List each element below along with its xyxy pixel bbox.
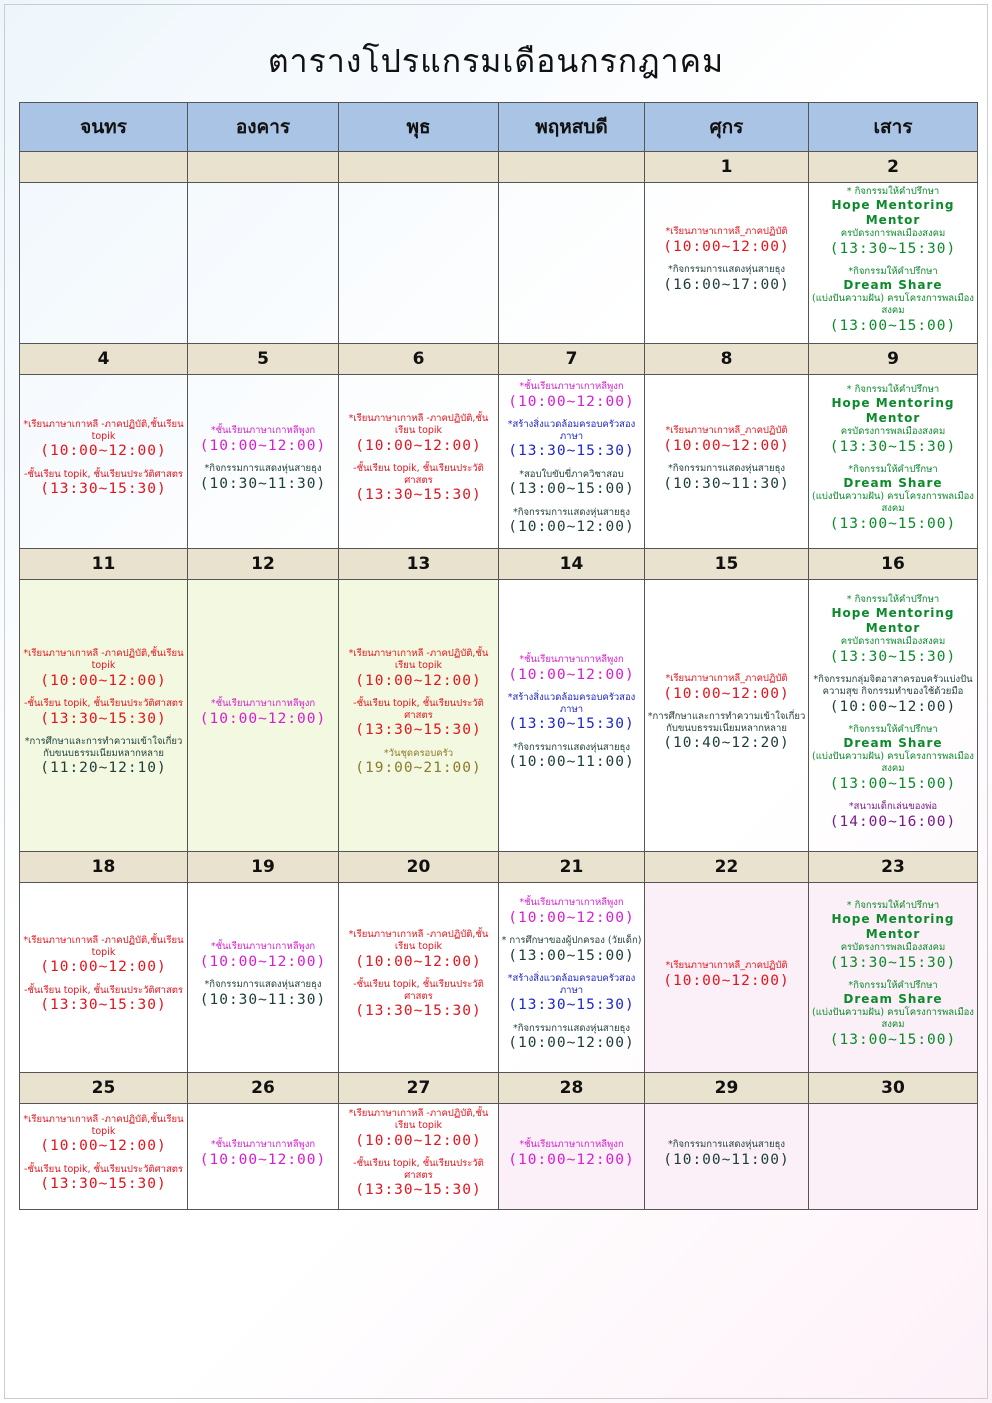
event-time: (10:00~11:00) — [663, 1151, 790, 1168]
event-title: * กิจกรรมให้คำปรึกษา — [846, 594, 940, 606]
date-number: 13 — [339, 548, 499, 579]
day-cell — [645, 882, 809, 1072]
weekday-header: พุธ — [339, 103, 499, 152]
date-number: 12 — [188, 548, 339, 579]
event-time: (10:00~12:00) — [508, 1035, 635, 1052]
date-number: 18 — [20, 851, 188, 882]
event-title: *กิจกรรมการแสดงหุ่นสายธุง — [667, 1138, 786, 1150]
day-cell — [499, 374, 645, 548]
event-title: -ชั้นเรียน topik, ชั้นเรียนประวัติศาสตร — [23, 468, 184, 480]
event-time: (10:40~12:20) — [663, 735, 790, 752]
date-number: 26 — [188, 1072, 339, 1103]
day-cell — [499, 1103, 645, 1209]
event-program-name: Dream Share — [843, 736, 943, 750]
event-time: (10:00~12:00) — [40, 959, 167, 976]
event-item — [499, 692, 644, 734]
event-item — [20, 1114, 187, 1156]
event-item — [499, 381, 644, 411]
day-cell — [188, 374, 339, 548]
event-time: (13:30~15:30) — [508, 997, 635, 1014]
day-cell — [20, 1103, 188, 1209]
events-row — [20, 882, 978, 1072]
date-number: 7 — [499, 343, 645, 374]
day-cell — [20, 183, 188, 344]
event-item — [339, 1158, 498, 1200]
event-title: -ชั้นเรียน topik, ชั้นเรียนประวัติศาสตร — [353, 697, 484, 721]
event-title: *กิจกรรมการแสดงหุ่นสายธุง — [204, 462, 322, 474]
date-number — [339, 152, 499, 183]
event-subtitle: (แบ่งปันความฝัน) ครบโครงการพลเมืองสงคม — [812, 292, 974, 316]
event-subtitle: (แบ่งปันความฝัน) ครบโครงการพลเมืองสงคม — [812, 491, 974, 514]
event-time: (13:30~15:30) — [40, 710, 167, 727]
event-title: *กิจกรรมให้คำปรึกษา — [848, 265, 938, 277]
event-item — [339, 413, 498, 455]
event-time: (13:30~15:30) — [829, 955, 957, 972]
day-cell — [809, 1103, 978, 1209]
date-row — [20, 343, 978, 374]
event-time: (16:00~17:00) — [663, 277, 790, 294]
day-cell — [499, 882, 645, 1072]
event-title: *ชั้นเรียนภาษาเกาหลีพูงก — [519, 653, 624, 665]
event-time: (10:00~12:00) — [508, 666, 635, 683]
event-time: (10:30~11:30) — [199, 475, 327, 492]
event-title: *ชั้นเรียนภาษาเกาหลีพูงก — [519, 380, 624, 392]
event-subtitle: ครบัดรงการพลเมืองสงคม — [840, 636, 946, 648]
events-row — [20, 183, 978, 344]
event-title: -ชั้นเรียน topik, ชั้นเรียนประวัติศาสตร — [353, 1157, 484, 1181]
event-title: *สนามเด็กเล่นของพ่อ — [848, 800, 938, 812]
event-item — [809, 900, 977, 972]
event-item — [20, 1164, 187, 1194]
event-time: (10:30~11:30) — [663, 475, 790, 492]
event-time: (10:00~12:00) — [199, 953, 327, 970]
event-title: *ชั้นเรียนภาษาเกาหลีพูงก — [210, 940, 316, 952]
event-item — [499, 973, 644, 1015]
event-item — [809, 801, 977, 831]
event-item — [188, 698, 338, 728]
event-title: *สร้างสิ่งแวดล้อมครอบครัวสองภาษา — [507, 691, 636, 715]
event-time: (10:00~11:00) — [508, 754, 635, 771]
day-cell — [188, 882, 339, 1072]
event-time: (13:00~15:00) — [508, 947, 635, 964]
date-number: 2 — [809, 152, 978, 183]
date-number: 9 — [809, 343, 978, 374]
event-time: (13:00~15:00) — [829, 317, 957, 334]
event-title: *กิจกรรมให้คำปรึกษา — [848, 980, 938, 992]
event-time: (10:00~12:00) — [508, 909, 635, 926]
event-subtitle: (แบ่งปันความฝัน) ครบโครงการพลเมืองสงคม — [812, 1007, 974, 1030]
event-time: (11:20~12:10) — [40, 760, 167, 777]
weekday-header-row — [20, 103, 978, 152]
event-title: -ชั้นเรียน topik, ชั้นเรียนประวัติศาสตร — [353, 978, 484, 1002]
event-item — [499, 507, 644, 537]
event-title: *ชั้นเรียนภาษาเกาหลีพูงก — [519, 896, 624, 908]
event-item — [339, 463, 498, 505]
event-item — [645, 960, 808, 990]
event-time: (13:30~15:30) — [355, 1182, 482, 1199]
event-item — [809, 674, 977, 716]
event-item — [20, 698, 187, 728]
event-item — [339, 648, 498, 690]
event-title: *เรียนภาษาเกาหลี_ภาคปฏิบัติ — [665, 424, 788, 436]
day-cell — [188, 183, 339, 344]
event-title: *เรียนภาษาเกาหลี -ภาคปฏิบัติ,ชั้นเรียน topik — [348, 412, 489, 436]
event-time: (10:00~12:00) — [663, 239, 790, 256]
event-item — [339, 979, 498, 1021]
event-program-name: Hope Mentoring Mentor — [831, 197, 955, 227]
weekday-header: จนทร — [20, 103, 188, 152]
day-cell — [339, 882, 499, 1072]
event-item — [499, 897, 644, 927]
event-item — [339, 698, 498, 740]
event-time: (10:30~11:30) — [199, 991, 327, 1008]
event-title: *วันชุดครอบครัว — [383, 747, 454, 759]
event-title: *กิจกรรมให้คำปรึกษา — [848, 724, 938, 736]
event-item — [20, 985, 187, 1015]
event-time: (10:00~12:00) — [355, 437, 482, 454]
event-title: *เรียนภาษาเกาหลี -ภาคปฏิบัติ,ชั้นเรียน topik — [23, 1113, 184, 1137]
event-time: (10:00~12:00) — [355, 953, 482, 970]
event-item — [645, 463, 808, 493]
event-title: *กิจกรรมการแสดงหุ่นสายธุง — [204, 978, 322, 990]
day-cell — [499, 183, 645, 344]
event-time: (13:00~15:00) — [829, 515, 957, 532]
event-time: (13:30~15:30) — [40, 481, 167, 498]
event-item — [809, 980, 977, 1049]
event-time: (10:00~12:00) — [508, 393, 635, 410]
date-number: 15 — [645, 548, 809, 579]
event-time: (19:00~21:00) — [355, 760, 482, 777]
date-number: 28 — [499, 1072, 645, 1103]
event-title: *กิจกรรมกลุ่มจิตอาสาครอบครัวแบ่งปันความสุข กิจกรรมทำของใช้ด้วยมือ — [813, 674, 973, 698]
event-time: (10:00~12:00) — [663, 972, 790, 989]
event-time: (10:00~12:00) — [199, 437, 327, 454]
event-time: (10:00~12:00) — [199, 1151, 327, 1168]
date-number: 14 — [499, 548, 645, 579]
calendar-table — [19, 102, 978, 1210]
date-number: 8 — [645, 343, 809, 374]
event-title: -ชั้นเรียน topik, ชั้นเรียนประวัติศาสตร — [353, 462, 484, 486]
event-item — [188, 1139, 338, 1169]
event-time: (10:00~12:00) — [355, 672, 482, 689]
event-item — [188, 425, 338, 455]
event-title: *สร้างสิ่งแวดล้อมครอบครัวสองภาษา — [507, 418, 636, 442]
event-item — [20, 648, 187, 690]
page-title: ตารางโปรแกรมเดือนกรกฎาคม — [267, 42, 725, 80]
day-cell — [809, 882, 978, 1072]
event-time: (13:30~15:30) — [355, 487, 482, 504]
day-cell — [809, 579, 978, 851]
date-row — [20, 548, 978, 579]
event-item — [809, 594, 977, 666]
event-item — [20, 469, 187, 499]
event-item — [20, 935, 187, 977]
date-number — [499, 152, 645, 183]
event-time: (10:00~12:00) — [40, 443, 167, 460]
event-title: *เรียนภาษาเกาหลี -ภาคปฏิบัติ,ชั้นเรียน topik — [348, 1107, 489, 1131]
event-item — [809, 464, 977, 533]
date-number — [20, 152, 188, 183]
event-title: *เรียนภาษาเกาหลี_ภาคปฏิบัติ — [665, 959, 788, 971]
date-number: 19 — [188, 851, 339, 882]
event-title: *กิจกรรมการแสดงหุ่นสายธุง — [512, 1022, 631, 1034]
event-item — [499, 469, 644, 499]
day-cell — [645, 1103, 809, 1209]
event-item — [809, 384, 977, 456]
event-item — [645, 1139, 808, 1169]
event-time: (10:00~12:00) — [663, 437, 790, 454]
event-item — [188, 979, 338, 1009]
event-title: *กิจกรรมการแสดงหุ่นสายธุง — [667, 264, 786, 276]
date-number: 1 — [645, 152, 809, 183]
day-cell — [188, 1103, 339, 1209]
event-time: (10:00~12:00) — [663, 685, 790, 702]
event-subtitle: ครบัดรงการพลเมืองสงคม — [840, 227, 946, 239]
event-title: *เรียนภาษาเกาหลี_ภาคปฏิบัติ — [665, 672, 788, 684]
event-title: *เรียนภาษาเกาหลี -ภาคปฏิบัติ,ชั้นเรียน topik — [23, 418, 184, 442]
date-number: 23 — [809, 851, 978, 882]
event-time: (13:30~15:30) — [829, 649, 957, 666]
event-time: (13:00~15:00) — [829, 1031, 957, 1048]
event-time: (13:30~15:30) — [40, 1176, 167, 1193]
event-time: (10:00~12:00) — [355, 1132, 482, 1149]
date-number: 27 — [339, 1072, 499, 1103]
date-number: 30 — [809, 1072, 978, 1103]
date-number: 6 — [339, 343, 499, 374]
event-time: (13:00~15:00) — [829, 775, 957, 792]
date-number: 11 — [20, 548, 188, 579]
event-time: (13:30~15:30) — [829, 439, 957, 456]
events-row — [20, 579, 978, 851]
event-program-name: Dream Share — [843, 992, 943, 1007]
date-number: 20 — [339, 851, 499, 882]
event-title: *ชั้นเรียนภาษาเกาหลีพูงก — [210, 697, 316, 709]
date-row — [20, 1072, 978, 1103]
event-time: (10:00~12:00) — [199, 710, 327, 727]
event-time: (13:30~15:30) — [40, 997, 167, 1014]
event-item — [645, 711, 808, 753]
event-item — [499, 419, 644, 461]
event-program-name: Hope Mentoring Mentor — [831, 912, 955, 942]
event-item — [20, 736, 187, 778]
event-program-name: Dream Share — [843, 476, 943, 491]
event-title: * กิจกรรมให้คำปรึกษา — [846, 384, 940, 396]
day-cell — [339, 1103, 499, 1209]
event-program-name: Dream Share — [843, 277, 943, 292]
event-item — [499, 654, 644, 684]
event-title: *เรียนภาษาเกาหลี -ภาคปฏิบัติ,ชั้นเรียน topik — [348, 647, 489, 671]
event-title: *การศึกษาและการทำความเข้าใจเกี่ยวกับขนบธรรมเนียมหลากหลาย — [24, 735, 183, 759]
event-time: (13:00~15:00) — [508, 481, 635, 498]
date-number: 29 — [645, 1072, 809, 1103]
event-time: (14:00~16:00) — [829, 813, 957, 830]
event-item — [499, 1023, 644, 1053]
event-title: * กิจกรรมให้คำปรึกษา — [846, 186, 940, 197]
event-subtitle: ครบัดรงการพลเมืองสงคม — [840, 426, 946, 438]
day-cell — [20, 374, 188, 548]
day-cell — [645, 579, 809, 851]
event-time: (10:00~12:00) — [40, 1138, 167, 1155]
date-number: 21 — [499, 851, 645, 882]
event-title: -ชั้นเรียน topik, ชั้นเรียนประวัติศาสตร — [23, 697, 184, 709]
event-time: (10:00~12:00) — [829, 699, 957, 715]
day-cell — [645, 183, 809, 344]
event-time: (13:30~15:30) — [355, 722, 482, 739]
date-number: 4 — [20, 343, 188, 374]
event-subtitle: ครบัดรงการพลเมืองสงคม — [840, 942, 946, 954]
weekday-header: องคาร — [188, 103, 339, 152]
event-time: (13:30~15:30) — [508, 443, 635, 460]
day-cell — [645, 374, 809, 548]
day-cell — [188, 579, 339, 851]
event-item — [809, 266, 977, 335]
event-title: *สร้างสิ่งแวดล้อมครอบครัวสองภาษา — [507, 972, 636, 996]
event-title: *ชั้นเรียนภาษาเกาหลีพูงก — [210, 1138, 316, 1150]
day-cell — [809, 183, 978, 344]
event-item — [20, 419, 187, 461]
day-cell — [809, 374, 978, 548]
event-title: *เรียนภาษาเกาหลี -ภาคปฏิบัติ,ชั้นเรียน topik — [23, 647, 184, 671]
date-number: 5 — [188, 343, 339, 374]
event-item — [645, 226, 808, 256]
events-row — [20, 1103, 978, 1209]
event-title: *ชั้นเรียนภาษาเกาหลีพูงก — [210, 424, 316, 436]
event-item — [645, 425, 808, 455]
date-number: 22 — [645, 851, 809, 882]
event-item — [809, 186, 977, 258]
date-number — [188, 152, 339, 183]
event-item — [339, 929, 498, 971]
date-number: 16 — [809, 548, 978, 579]
event-title: *สอบใบขับขี่ภาควิชาสอบ — [519, 468, 624, 480]
event-title: *เรียนภาษาเกาหลี_ภาคปฏิบัติ — [665, 226, 788, 238]
date-row — [20, 851, 978, 882]
day-cell — [20, 579, 188, 851]
day-cell — [20, 882, 188, 1072]
event-program-name: Hope Mentoring Mentor — [831, 606, 955, 636]
day-cell — [499, 579, 645, 851]
event-title: -ชั้นเรียน topik, ชั้นเรียนประวัติศาสตร — [23, 1163, 184, 1175]
event-item — [188, 941, 338, 971]
event-item — [809, 724, 977, 793]
event-time: (10:00~12:00) — [40, 672, 167, 689]
weekday-header: เสาร — [809, 103, 978, 152]
event-title: -ชั้นเรียน topik, ชั้นเรียนประวัติศาสตร — [23, 984, 184, 996]
event-time: (13:30~15:30) — [829, 240, 957, 257]
day-cell — [339, 374, 499, 548]
event-subtitle: (แบ่งปันความฝัน) ครบโครงการพลเมืองสงคม — [812, 751, 974, 774]
event-item — [499, 935, 644, 965]
event-title: *กิจกรรมการแสดงหุ่นสายธุง — [512, 506, 631, 518]
event-title: * กิจกรรมให้คำปรึกษา — [846, 900, 940, 912]
event-item — [645, 264, 808, 294]
event-title: *กิจกรรมให้คำปรึกษา — [848, 464, 938, 476]
event-item — [499, 1139, 644, 1169]
event-time: (13:30~15:30) — [508, 716, 635, 733]
event-item — [499, 742, 644, 772]
weekday-header: พฤหสบดี — [499, 103, 645, 152]
date-number: 25 — [20, 1072, 188, 1103]
event-time: (10:00~12:00) — [508, 1151, 635, 1168]
event-title: *การศึกษาและการทำความเข้าใจเกี่ยวกับขนบธรรมเนียมหลากหลาย — [647, 710, 806, 734]
event-title: *กิจกรรมการแสดงหุ่นสายธุง — [512, 741, 631, 753]
date-row — [20, 152, 978, 183]
event-item — [339, 1108, 498, 1150]
event-title: *กิจกรรมการแสดงหุ่นสายธุง — [667, 462, 786, 474]
weekday-header: ศุกร — [645, 103, 809, 152]
event-title: * การศึกษาของผู้ปกครอง (วัยเด็ก) — [501, 934, 642, 946]
event-item — [339, 748, 498, 778]
event-title: *เรียนภาษาเกาหลี -ภาคปฏิบัติ,ชั้นเรียน topik — [348, 928, 489, 952]
events-row — [20, 374, 978, 548]
event-time: (13:30~15:30) — [355, 1003, 482, 1020]
event-program-name: Hope Mentoring Mentor — [831, 396, 955, 426]
day-cell — [339, 183, 499, 344]
event-time: (10:00~12:00) — [508, 519, 635, 536]
day-cell — [339, 579, 499, 851]
event-title: *เรียนภาษาเกาหลี -ภาคปฏิบัติ,ชั้นเรียน topik — [23, 934, 184, 958]
event-item — [645, 673, 808, 703]
event-title: *ชั้นเรียนภาษาเกาหลีพูงก — [519, 1138, 624, 1150]
event-item — [188, 463, 338, 493]
